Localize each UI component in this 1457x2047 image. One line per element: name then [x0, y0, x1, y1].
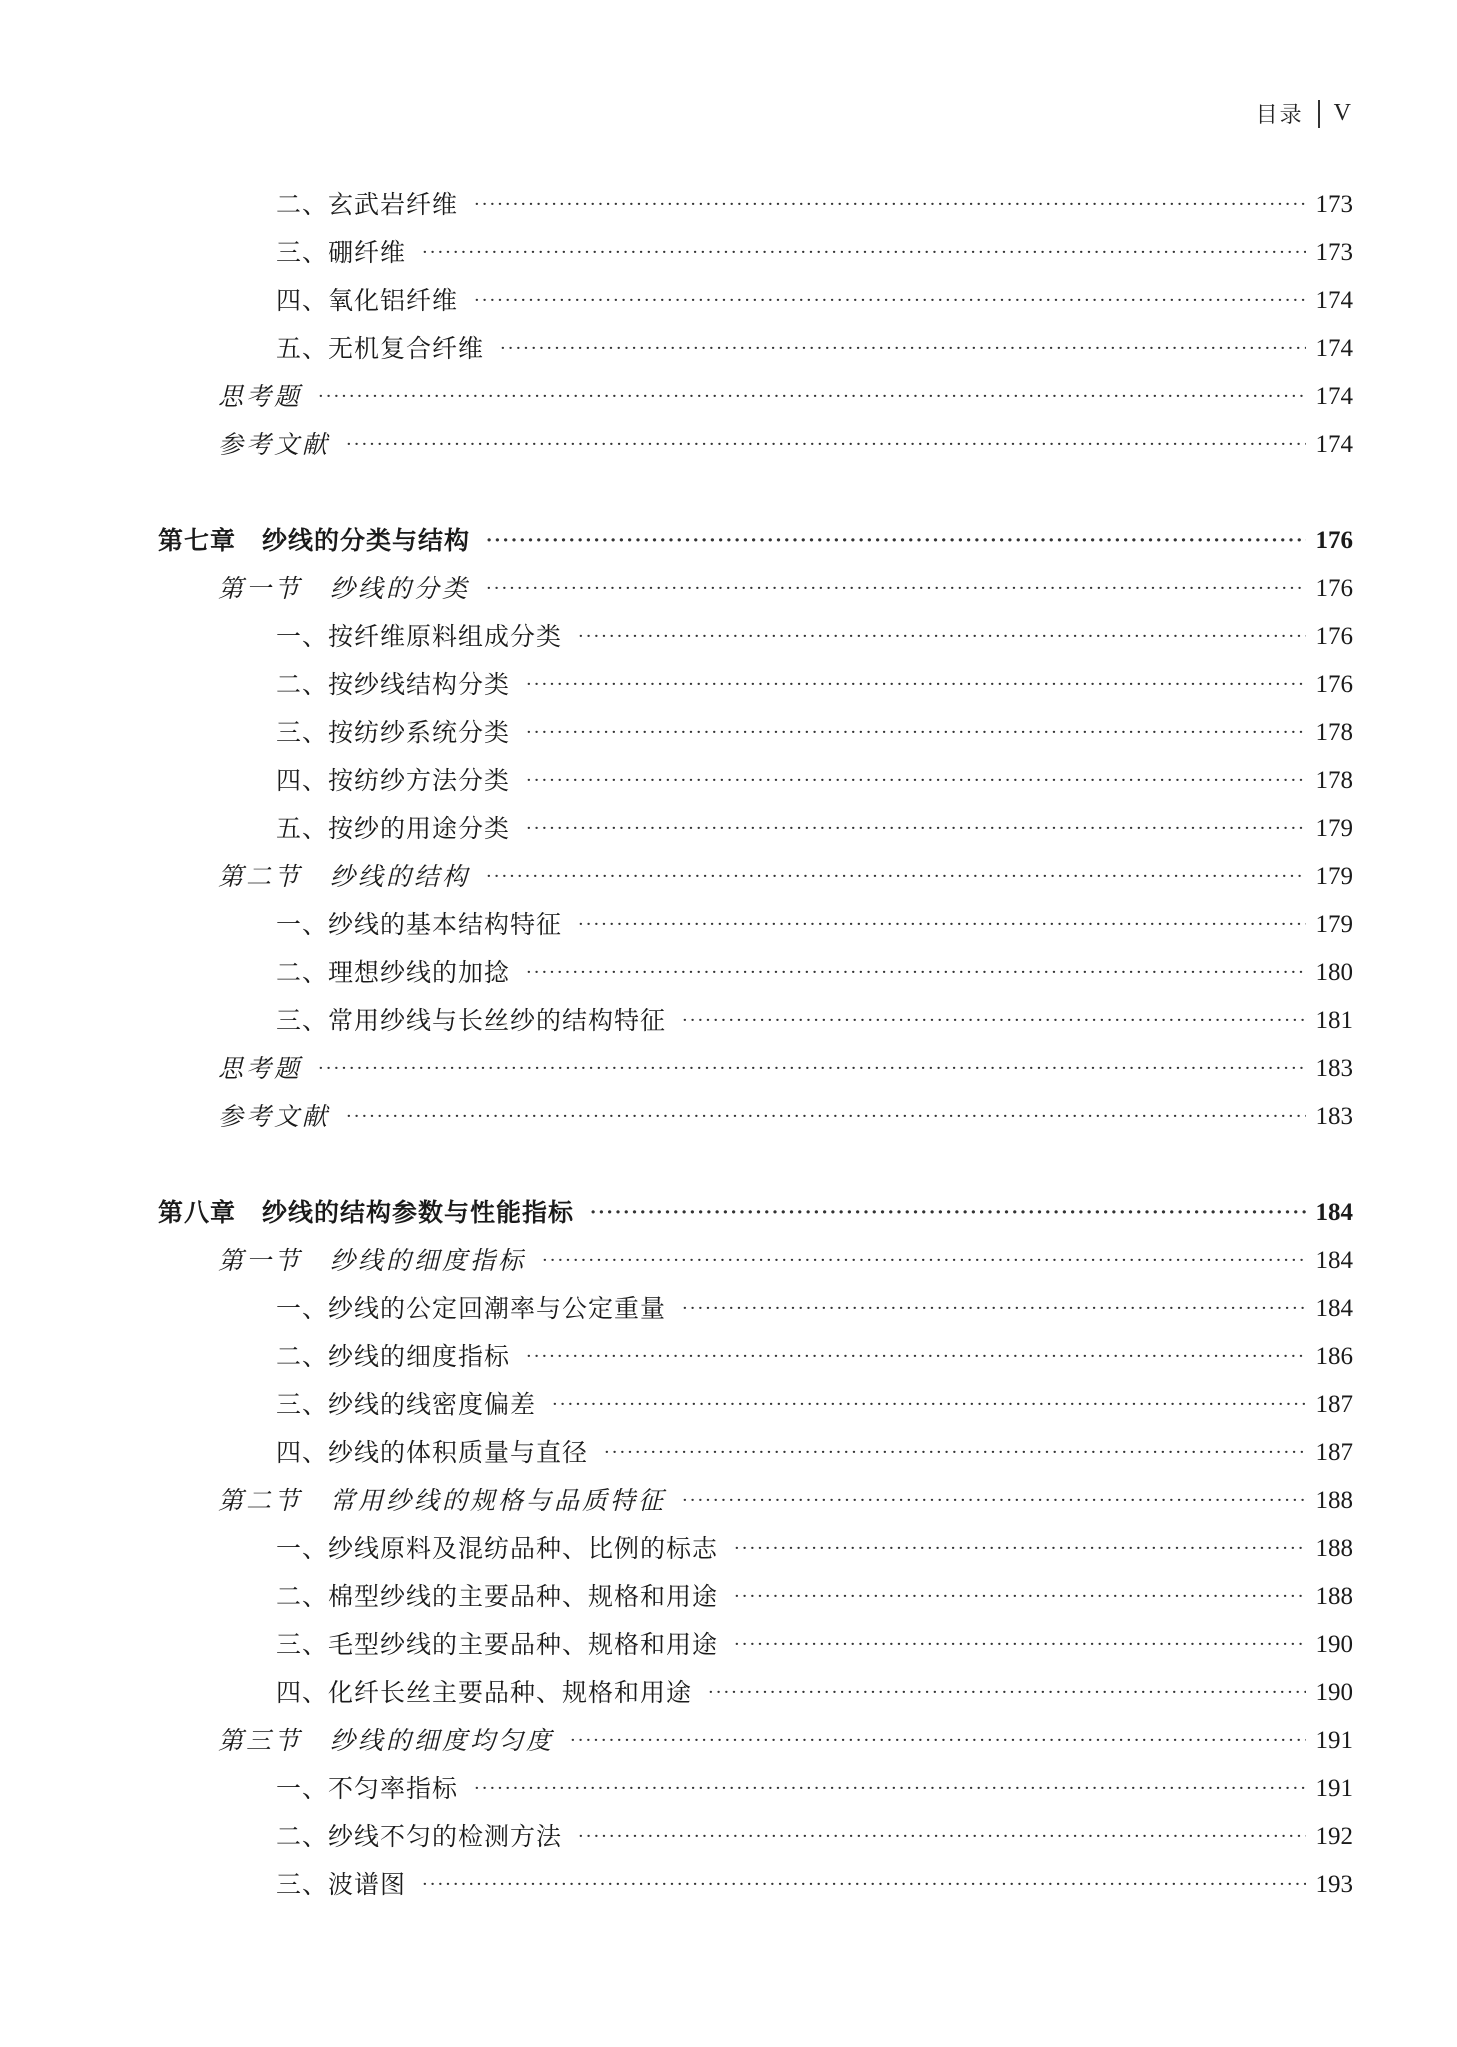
- toc-entry-page-number: 188: [1315, 1487, 1353, 1514]
- toc-entry-label: 三、毛型纱线的主要品种、规格和用途: [276, 1630, 719, 1659]
- toc-entry-section[interactable]: [218, 1237, 1353, 1285]
- toc-entry-label: 第二节 常用纱线的规格与品质特征: [218, 1486, 667, 1515]
- toc-entry-page-number: 176: [1315, 527, 1353, 554]
- toc-entry-label: 第二节 纱线的结构: [218, 862, 471, 891]
- toc-entry-label: 参考文献: [218, 1102, 331, 1131]
- toc-entry-item[interactable]: [276, 181, 1353, 229]
- toc-entry-section[interactable]: [218, 1477, 1353, 1525]
- toc-entry-label: 参考文献: [218, 430, 331, 459]
- toc-entry-page-number: 173: [1315, 239, 1353, 266]
- running-header: [1256, 98, 1351, 129]
- toc-entry-page-number: 188: [1315, 1583, 1353, 1610]
- toc-entry-label: 四、化纤长丝主要品种、规格和用途: [276, 1678, 693, 1707]
- toc-entry-label: 四、按纺纱方法分类: [276, 766, 511, 795]
- toc-entry-label: 二、理想纱线的加捻: [276, 958, 511, 987]
- toc-entry-page-number: 187: [1315, 1439, 1353, 1466]
- toc-entry-section[interactable]: [218, 421, 1353, 469]
- toc-entry-section[interactable]: [218, 1045, 1353, 1093]
- header-title: 目录: [1255, 103, 1304, 128]
- toc-entry-page-number: 173: [1315, 191, 1353, 218]
- toc-entry-item[interactable]: [276, 229, 1353, 277]
- toc-entry-item[interactable]: [276, 901, 1353, 949]
- toc-entry-label: 二、纱线不匀的检测方法: [276, 1822, 563, 1851]
- toc-entry-page-number: 192: [1315, 1823, 1353, 1850]
- toc-entry-item[interactable]: [276, 1333, 1353, 1381]
- dot-leader: [526, 1333, 1305, 1381]
- toc-entry-page-number: 184: [1315, 1199, 1353, 1226]
- toc-entry-item[interactable]: [276, 1525, 1353, 1573]
- toc-entry-item[interactable]: [276, 997, 1353, 1045]
- toc-entry-item[interactable]: [276, 1285, 1353, 1333]
- toc-entry-page-number: 176: [1315, 575, 1353, 602]
- toc-entry-page-number: 178: [1315, 767, 1353, 794]
- toc-entry-page-number: 179: [1315, 815, 1353, 842]
- header-page-numeral: V: [1333, 100, 1351, 126]
- dot-leader: [422, 229, 1305, 277]
- toc-entry-label: 二、纱线的细度指标: [276, 1342, 511, 1371]
- toc-entry-item[interactable]: [276, 613, 1353, 661]
- toc-entry-section[interactable]: [218, 565, 1353, 613]
- dot-leader: [682, 1285, 1305, 1333]
- dot-leader: [486, 517, 1305, 565]
- dot-leader: [526, 661, 1305, 709]
- dot-leader: [578, 1813, 1305, 1861]
- toc-entry-label: 三、硼纤维: [276, 238, 407, 267]
- toc-entry-label: 五、无机复合纤维: [276, 334, 485, 363]
- dot-leader: [526, 709, 1305, 757]
- toc-entry-page-number: 179: [1315, 863, 1353, 890]
- toc-entry-page-number: 183: [1315, 1103, 1353, 1130]
- dot-leader: [708, 1669, 1305, 1717]
- toc-entry-item[interactable]: [276, 1621, 1353, 1669]
- toc-entry-page-number: 174: [1315, 431, 1353, 458]
- toc-entry-page-number: 188: [1315, 1535, 1353, 1562]
- toc-entry-page-number: 186: [1315, 1343, 1353, 1370]
- toc-entry-section[interactable]: [218, 373, 1353, 421]
- dot-leader: [682, 1477, 1305, 1525]
- dot-leader: [590, 1189, 1305, 1237]
- toc-entry-page-number: 193: [1315, 1871, 1353, 1898]
- toc-entry-page-number: 174: [1315, 287, 1353, 314]
- dot-leader: [474, 181, 1305, 229]
- toc-entry-label: 二、玄武岩纤维: [276, 190, 459, 219]
- toc-entry-label: 第一节 纱线的分类: [218, 574, 471, 603]
- toc-entry-label: 思考题: [218, 382, 303, 411]
- dot-leader: [604, 1429, 1305, 1477]
- dot-leader: [318, 373, 1305, 421]
- toc-entry-item[interactable]: [276, 1381, 1353, 1429]
- dot-leader: [500, 325, 1305, 373]
- toc-entry-label: 二、棉型纱线的主要品种、规格和用途: [276, 1582, 719, 1611]
- toc-entry-page-number: 174: [1315, 335, 1353, 362]
- dot-leader: [734, 1621, 1305, 1669]
- toc-entry-item[interactable]: [276, 1669, 1353, 1717]
- toc-entry-page-number: 179: [1315, 911, 1353, 938]
- dot-leader: [578, 613, 1305, 661]
- toc-entry-page-number: 181: [1315, 1007, 1353, 1034]
- toc-entry-page-number: 190: [1315, 1631, 1353, 1658]
- toc-entry-item[interactable]: [276, 805, 1353, 853]
- toc-entry-label: 三、按纺纱系统分类: [276, 718, 511, 747]
- toc-entry-label: 四、纱线的体积质量与直径: [276, 1438, 589, 1467]
- toc-entry-page-number: 180: [1315, 959, 1353, 986]
- toc-entry-page-number: 191: [1315, 1775, 1353, 1802]
- toc-entry-item[interactable]: [276, 1573, 1353, 1621]
- toc-entry-label: 四、氧化铝纤维: [276, 286, 459, 315]
- dot-leader: [578, 901, 1305, 949]
- toc-entry-label: 三、常用纱线与长丝纱的结构特征: [276, 1006, 667, 1035]
- dot-leader: [542, 1237, 1305, 1285]
- dot-leader: [346, 421, 1305, 469]
- toc-entry-page-number: 176: [1315, 623, 1353, 650]
- toc-entry-item[interactable]: [276, 277, 1353, 325]
- dot-leader: [486, 853, 1305, 901]
- toc-entry-page-number: 183: [1315, 1055, 1353, 1082]
- toc-entry-item[interactable]: [276, 1429, 1353, 1477]
- toc-entry-label: 二、按纱线结构分类: [276, 670, 511, 699]
- toc-entry-label: 一、纱线的基本结构特征: [276, 910, 563, 939]
- toc-entry-page-number: 184: [1315, 1295, 1353, 1322]
- toc-entry-page-number: 174: [1315, 383, 1353, 410]
- toc-entry-label: 一、纱线原料及混纺品种、比例的标志: [276, 1534, 719, 1563]
- toc-entry-item[interactable]: [276, 661, 1353, 709]
- toc-entry-page-number: 184: [1315, 1247, 1353, 1274]
- toc-entry-label: 一、纱线的公定回潮率与公定重量: [276, 1294, 667, 1323]
- toc-entry-label: 三、波谱图: [276, 1870, 407, 1899]
- toc-entry-item[interactable]: [276, 949, 1353, 997]
- dot-leader: [474, 277, 1305, 325]
- toc-entry-label: 第一节 纱线的细度指标: [218, 1246, 527, 1275]
- header-divider: [1318, 100, 1320, 128]
- dot-leader: [526, 805, 1305, 853]
- toc-entry-page-number: 191: [1315, 1727, 1353, 1754]
- toc-entry-page-number: 187: [1315, 1391, 1353, 1418]
- toc-entry-section[interactable]: [218, 853, 1353, 901]
- dot-leader: [346, 1093, 1305, 1141]
- toc-entry-item[interactable]: [276, 757, 1353, 805]
- toc-entry-page-number: 176: [1315, 671, 1353, 698]
- toc-entry-label: 第三节 纱线的细度均匀度: [218, 1726, 555, 1755]
- toc-entry-item[interactable]: [276, 1861, 1353, 1909]
- toc-entry-page-number: 178: [1315, 719, 1353, 746]
- dot-leader: [734, 1573, 1305, 1621]
- toc-entry-chapter[interactable]: [158, 1189, 1353, 1237]
- toc-entry-item[interactable]: [276, 1813, 1353, 1861]
- toc-entry-section[interactable]: [218, 1093, 1353, 1141]
- toc-entry-label: 一、按纤维原料组成分类: [276, 622, 563, 651]
- dot-leader: [474, 1765, 1305, 1813]
- dot-leader: [570, 1717, 1305, 1765]
- dot-leader: [682, 997, 1305, 1045]
- toc-entry-item[interactable]: [276, 325, 1353, 373]
- dot-leader: [526, 757, 1305, 805]
- toc-entry-label: 一、不匀率指标: [276, 1774, 459, 1803]
- toc-entry-label: 第七章 纱线的分类与结构: [158, 526, 471, 555]
- toc-entry-item[interactable]: [276, 1765, 1353, 1813]
- toc-entry-item[interactable]: [276, 709, 1353, 757]
- toc-entry-section[interactable]: [218, 1717, 1353, 1765]
- toc-entry-label: 思考题: [218, 1054, 303, 1083]
- dot-leader: [734, 1525, 1305, 1573]
- toc-entry-page-number: 190: [1315, 1679, 1353, 1706]
- dot-leader: [552, 1381, 1305, 1429]
- toc-entry-label: 三、纱线的线密度偏差: [276, 1390, 537, 1419]
- toc-entry-chapter[interactable]: [158, 517, 1353, 565]
- dot-leader: [486, 565, 1305, 613]
- dot-leader: [422, 1861, 1305, 1909]
- dot-leader: [318, 1045, 1305, 1093]
- toc-entry-label: 五、按纱的用途分类: [276, 814, 511, 843]
- dot-leader: [526, 949, 1305, 997]
- toc-entry-label: 第八章 纱线的结构参数与性能指标: [158, 1198, 575, 1227]
